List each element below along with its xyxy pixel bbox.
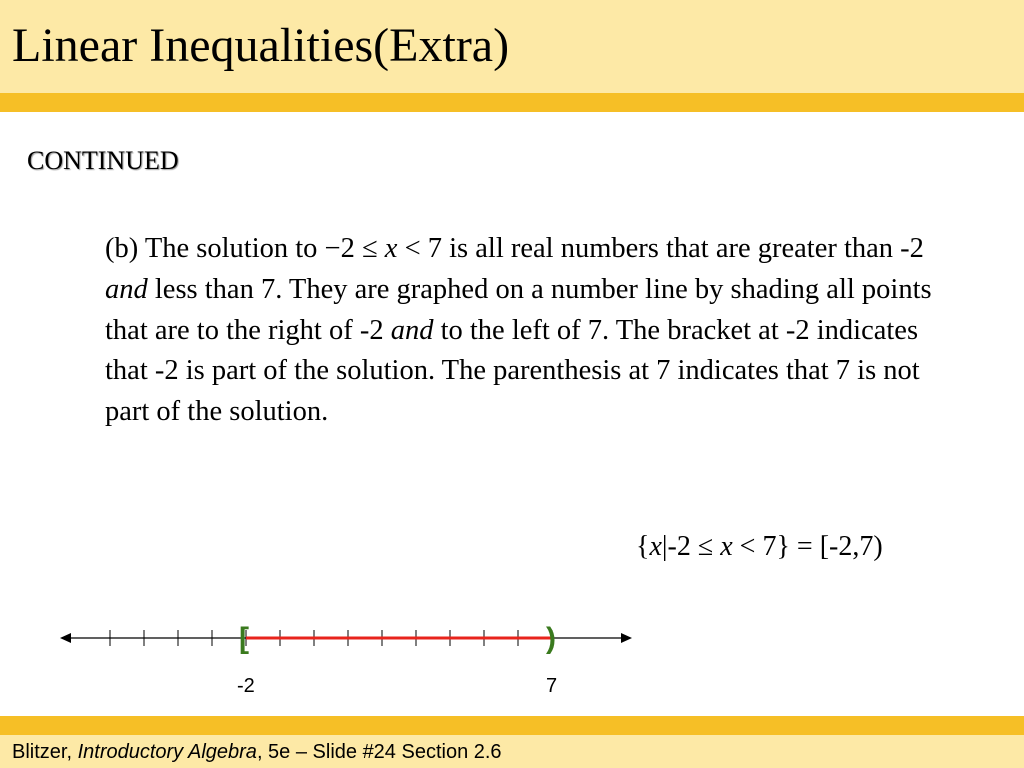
body-lead: (b) The solution to bbox=[105, 233, 325, 264]
minus-sign: − bbox=[324, 233, 341, 264]
footer-author: Blitzer, bbox=[12, 741, 78, 763]
slide-title: Linear Inequalities(Extra) bbox=[12, 19, 510, 72]
set-equals: = bbox=[789, 531, 820, 562]
right-parenthesis: ) bbox=[546, 622, 556, 655]
subheading: CONTINUED bbox=[27, 146, 179, 175]
label-7: 7 bbox=[546, 675, 558, 697]
set-le: ≤ bbox=[697, 531, 714, 562]
interval-notation: [-2,7) bbox=[819, 531, 883, 562]
upper-bound: 7 bbox=[427, 233, 443, 264]
lt-sign: < bbox=[404, 233, 421, 264]
body-part1: is all real numbers that are greater than -2 bbox=[442, 233, 924, 264]
set-upper: 7} bbox=[762, 531, 790, 562]
lower-bound: 2 bbox=[340, 233, 355, 264]
arrow-right-icon bbox=[621, 633, 632, 643]
arrow-left-icon bbox=[60, 633, 71, 643]
body-part3: to the left of 7. The bracket at -2 indicates that -2 is part of the solution. The parenthesis at 7 indicates that 7 is not part of the solution. bbox=[105, 314, 920, 428]
footer-citation bbox=[12, 741, 502, 764]
footer-band bbox=[0, 716, 1024, 735]
set-variable: x bbox=[649, 531, 662, 562]
set-lt: < bbox=[732, 531, 763, 562]
set-variable-2: x bbox=[713, 531, 733, 562]
set-bar: | bbox=[661, 531, 668, 562]
footer-slide-info: , 5e – Slide #24 Section 2.6 bbox=[256, 741, 502, 763]
variable-x: x bbox=[384, 233, 398, 264]
emphasis-and-1: and bbox=[105, 273, 148, 305]
left-bracket: [ bbox=[239, 622, 249, 655]
label-minus-2: -2 bbox=[237, 675, 255, 697]
body-part2: less than 7. They are graphed on a number line by shading all points that are to the right of -2 bbox=[105, 273, 932, 346]
le-sign: ≤ bbox=[362, 233, 378, 264]
set-lower: -2 bbox=[667, 531, 698, 562]
set-open-brace: { bbox=[636, 531, 650, 562]
footer-book-title: Introductory Algebra bbox=[77, 741, 257, 763]
emphasis-and-2: and bbox=[390, 314, 434, 346]
